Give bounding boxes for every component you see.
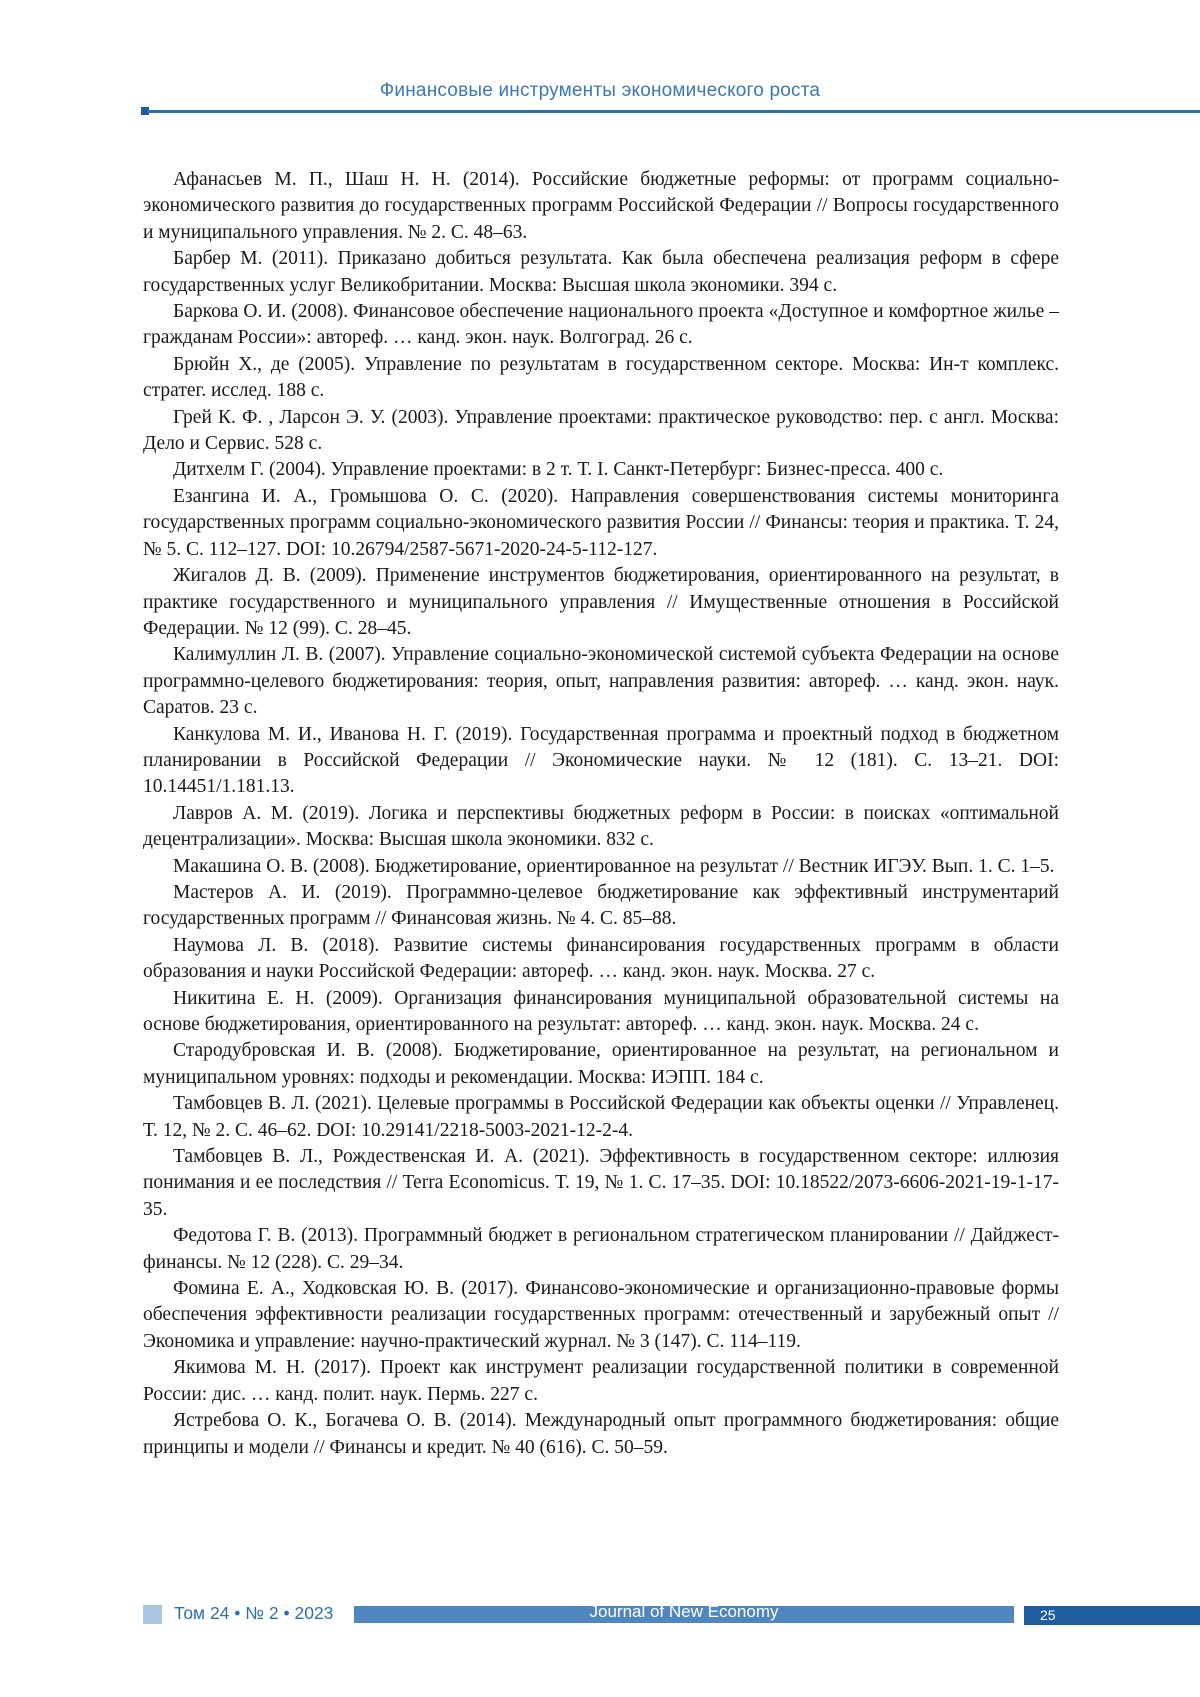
page-number: 25 xyxy=(1040,1606,1056,1625)
reference-item: Никитина Е. Н. (2009). Организация финансирования муниципальной образовательной сис­темы на основе бюджетирования, ориентированного на результат: автореф. … канд. экон. наук. Москва. 24 с. xyxy=(143,986,1059,1039)
reference-item: Тамбовцев В. Л. (2021). Целевые программы в Российской Федерации как объекты оценки // Управленец. Т. 12, № 2. С. 46–62. DOI: 10.29141/2218-5003-2021-12-2-4. xyxy=(143,1091,1059,1144)
reference-item: Фомина Е. А., Ходковская Ю. В. (2017). Финансово-экономические и организационно-пра­вовые формы обеспечения эффективности реализации государственных программ: отечествен­ный и зарубежный опыт // Экономика и управление: научно-практический журнал. № 3 (147). С. 114–119. xyxy=(143,1276,1059,1355)
reference-list xyxy=(143,167,1059,1461)
reference-item: Федотова Г. В. (2013). Программный бюджет в региональном стратегическом планировании // Дайджест-финансы. № 12 (228). С. 29–34. xyxy=(143,1223,1059,1276)
reference-item: Ястребова О. К., Богачева О. В. (2014). Международный опыт программного бюджетирова­ния: общие принципы и модели // Финансы и кредит. № 40 (616). С. 50–59. xyxy=(143,1408,1059,1461)
footer-marker xyxy=(143,1605,162,1624)
reference-item: Мастеров А. И. (2019). Программно-целевое бюджетирование как эффективный инструмен­тарий государственных программ // Финансовая жизнь. № 4. С. 85–88. xyxy=(143,880,1059,933)
reference-item: Стародубровская И. В. (2008). Бюджетирование, ориентированное на результат, на регио­нальном и муниципальном уровнях: подходы и рекомендации. Москва: ИЭПП. 184 с. xyxy=(143,1038,1059,1091)
reference-item: Лавров А. М. (2019). Логика и перспективы бюджетных реформ в России: в поисках «опти­мальной децентрализации». Москва: Высшая школа экономики. 832 с. xyxy=(143,801,1059,854)
reference-item: Калимуллин Л. В. (2007). Управление социально-экономической системой субъекта Феде­рации на основе программно-целевого бюджетирования: теория, опыт, направления развития: автореф. … канд. экон. наук. Саратов. 23 с. xyxy=(143,642,1059,721)
reference-item: Грей К. Ф. , Ларсон Э. У. (2003). Управление проектами: практическое руководство: пер. с англ. Москва: Дело и Сервис. 528 с. xyxy=(143,405,1059,458)
reference-item: Макашина О. В. (2008). Бюджетирование, ориентированное на результат // Вестник ИГЭУ. Вып. 1. С. 1–5. xyxy=(143,854,1059,880)
reference-item: Дитхелм Г. (2004). Управление проектами: в 2 т. Т. I. Санкт-Петербург: Бизнес-пресса. 400 с. xyxy=(143,457,1059,483)
reference-item: Брюйн Х., де (2005). Управление по результатам в государственном секторе. Москва: Ин-т комплекс. стратег. исслед. 188 с. xyxy=(143,352,1059,405)
reference-item: Тамбовцев В. Л., Рождественская И. А. (2021). Эффективность в государственном секторе: ил­люзия понимания и ее последствия // Terra Economicus. Т. 19, № 1. С. 17–35. DOI: 10.18522/2073-6606-2021-19-1-17-35. xyxy=(143,1144,1059,1223)
reference-item: Наумова Л. В. (2018). Развитие системы финансирования государственных программ в обла­сти образования и науки Российской Федерации: автореф. … канд. экон. наук. Москва. 27 с. xyxy=(143,933,1059,986)
footer-volume-issue: Том 24 • № 2 • 2023 xyxy=(174,1603,333,1624)
reference-item: Жигалов Д. В. (2009). Применение инструментов бюджетирования, ориентированного на ре­зультат, в практике государственного и муниципального управления // Имущественные отноше­ния в Российской Федерации. № 12 (99). С. 28–45. xyxy=(143,563,1059,642)
header-rule xyxy=(147,110,1200,113)
footer-journal-name: Journal of New Economy xyxy=(354,1602,1014,1622)
reference-item: Езангина И. А., Громышова О. С. (2020). Направления совершенствования системы монито­ринга государственных программ социально-экономического развития России // Финансы: тео­рия и практика. Т. 24, № 5. С. 112–127. DOI: 10.26794/2587-5671-2020-24-5-112-127. xyxy=(143,484,1059,563)
reference-item: Барбер М. (2011). Приказано добиться результата. Как была обеспечена реализация реформ в сфере государственных услуг Великобритании. Москва: Высшая школа экономики. 394 с. xyxy=(143,246,1059,299)
reference-item: Канкулова М. И., Иванова Н. Г. (2019). Государственная программа и проектный подход в бюджетном планировании в Российской Федерации // Экономические науки. № 12 (181). С. 13–21. DOI: 10.14451/1.181.13. xyxy=(143,722,1059,801)
reference-item: Афанасьев М. П., Шаш Н. Н. (2014). Российские бюджетные реформы: от программ социаль­но-экономического развития до государственных программ Российской Федерации // Вопросы государственного и муниципального управления. № 2. С. 48–63. xyxy=(143,167,1059,246)
reference-item: Баркова О. И. (2008). Финансовое обеспечение национального проекта «Доступное и ком­фортное жилье – гражданам России»: автореф. … канд. экон. наук. Волгоград. 26 с. xyxy=(143,299,1059,352)
running-header-title: Финансовые инструменты экономического роста xyxy=(0,80,1200,102)
reference-item: Якимова М. Н. (2017). Проект как инструмент реализации государственной политики в сов­ременной России: дис. … канд. полит. наук. Пермь. 227 с. xyxy=(143,1355,1059,1408)
